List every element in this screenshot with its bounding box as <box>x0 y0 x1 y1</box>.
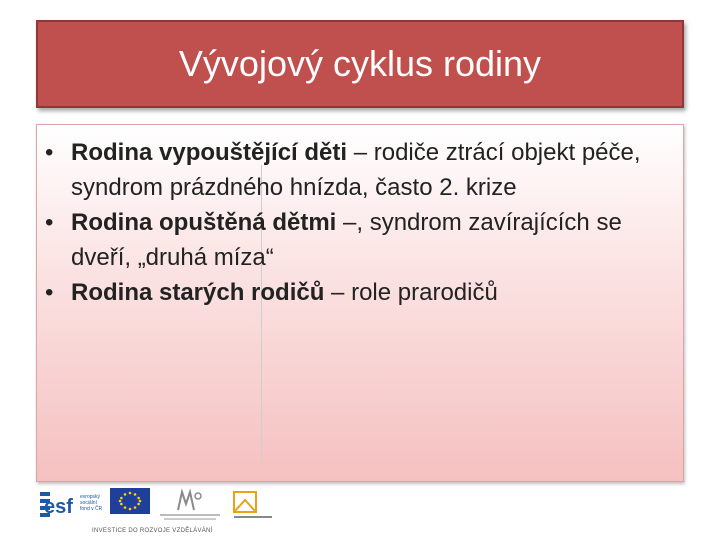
eu-flag-logo <box>110 488 150 524</box>
bullet-text: – role prarodičů <box>324 279 498 307</box>
bullet-item <box>37 275 677 310</box>
esf-subtext: evropský sociální fond v ČR <box>80 494 103 512</box>
bullet-item <box>37 135 677 205</box>
bullet-icon: • <box>45 279 54 307</box>
bullet-icon: • <box>45 209 54 237</box>
bullet-icon: • <box>45 139 54 166</box>
footer-caption: INVESTICE DO ROZVOJE VZDĚLÁVÁNÍ <box>92 528 213 534</box>
bullet-bold-text: Rodina opuštěná dětmi <box>71 209 337 237</box>
slide-title: Vývojový cyklus rodiny <box>178 43 542 84</box>
bullet-item <box>37 205 677 275</box>
msmt-logo <box>154 488 226 524</box>
bullet-list <box>37 135 677 310</box>
content-panel <box>36 124 684 482</box>
footer-logos <box>40 488 280 538</box>
bullet-text: – rodiče ztrácí objekt péče, syndrom prázdného hnízda, často 2. krize <box>71 139 641 202</box>
esf-logo <box>40 488 106 524</box>
slide-title-banner <box>36 20 684 108</box>
eu-flag-icon <box>110 488 150 518</box>
bullet-bold-text: Rodina starých rodičů <box>71 279 325 307</box>
esf-wordmark: esf <box>44 496 73 518</box>
bullet-bold-text: Rodina vypouštějící děti <box>71 139 348 166</box>
op-vk-logo <box>230 488 276 524</box>
msmt-logo-graphic <box>154 488 226 524</box>
bullet-text: –, syndrom zavírajících se dveří, „druhá míza“ <box>71 209 622 272</box>
op-vk-logo-graphic <box>230 488 276 524</box>
